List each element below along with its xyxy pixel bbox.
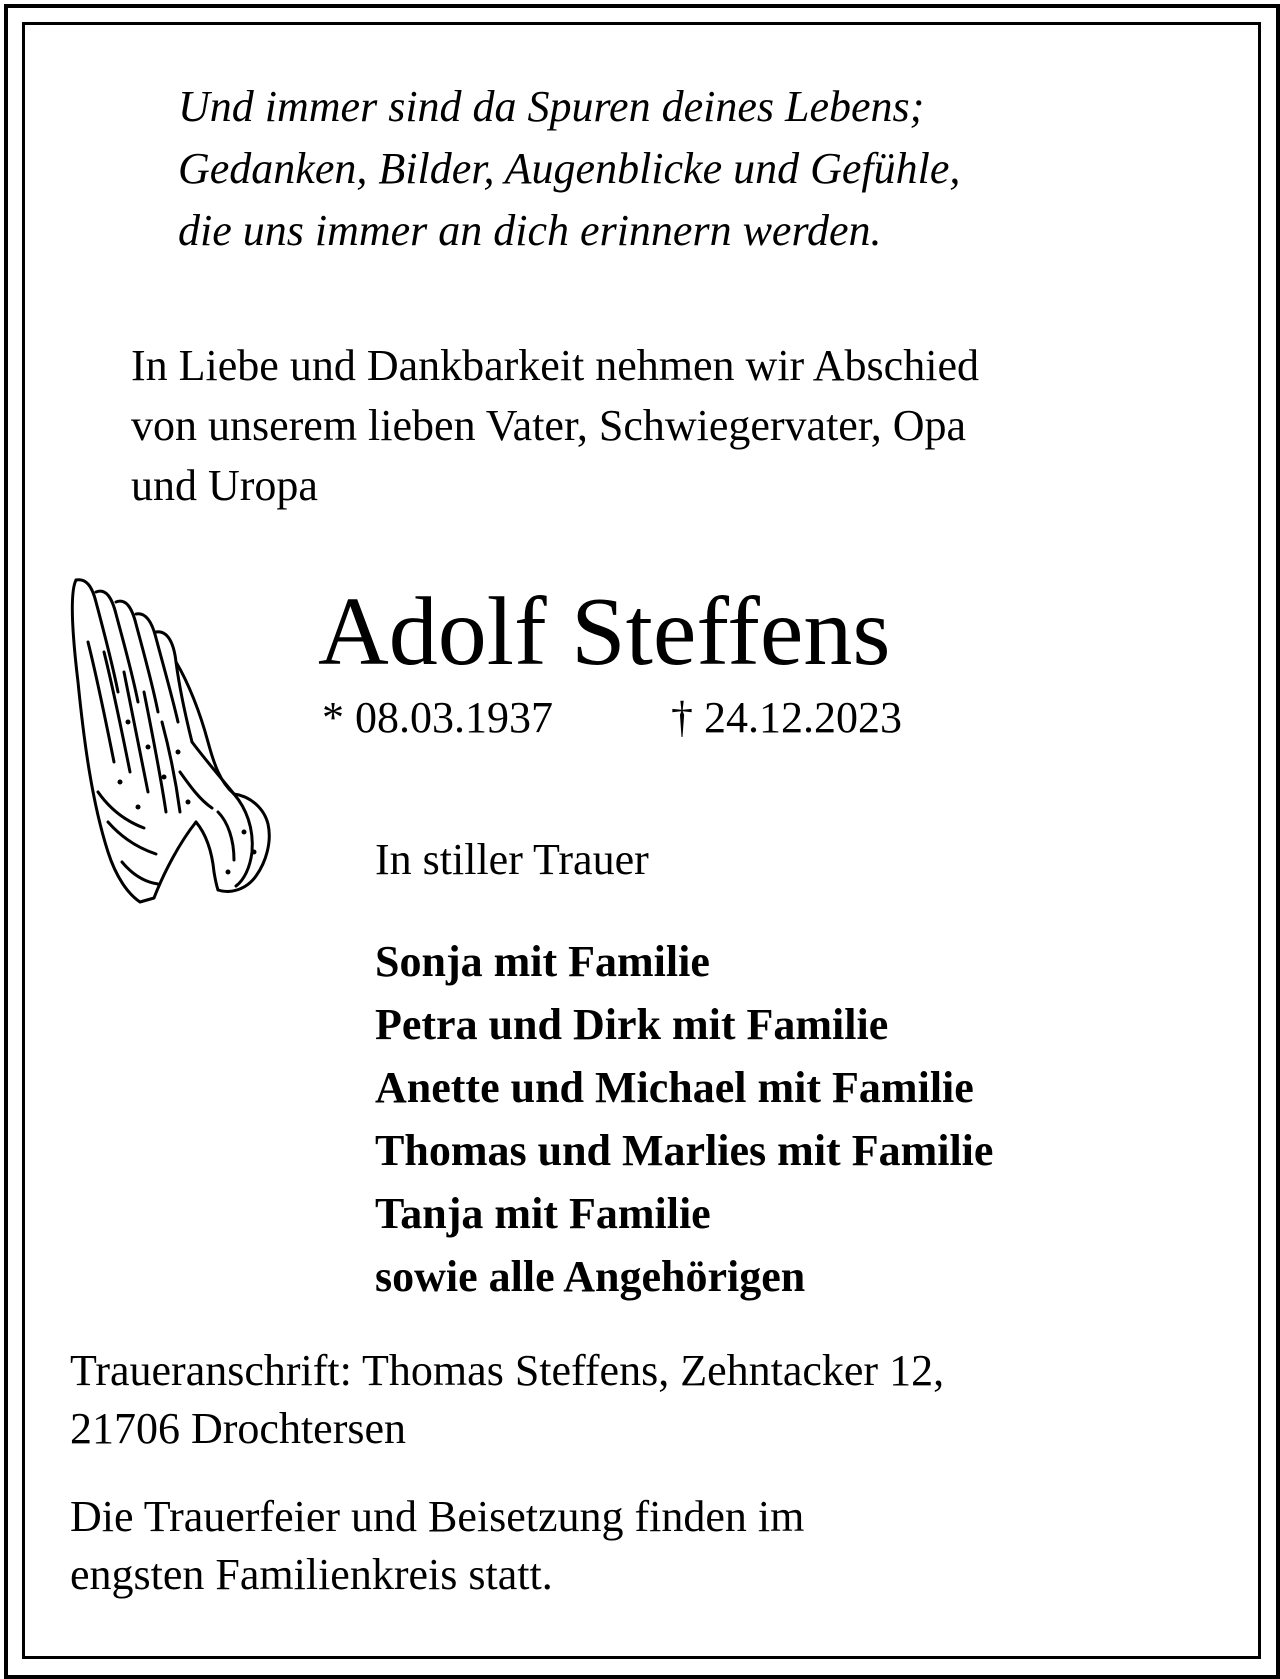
family-member: Anette und Michael mit Familie <box>375 1063 974 1112</box>
family-member: Petra und Dirk mit Familie <box>375 1000 889 1049</box>
death-date: † 24.12.2023 <box>671 693 902 742</box>
family-list <box>375 930 993 1308</box>
intro-line: In Liebe und Dankbarkeit nehmen wir Abschied <box>131 341 979 390</box>
address-line: 21706 Drochtersen <box>70 1404 407 1453</box>
address-line: Traueranschrift: Thomas Steffens, Zehntacker 12, <box>70 1346 945 1395</box>
family-member: Sonja mit Familie <box>375 937 710 986</box>
family-member: Thomas und Marlies mit Familie <box>375 1126 994 1175</box>
farewell-intro <box>131 336 979 516</box>
ceremony-notice <box>70 1488 804 1604</box>
quote-line: die uns immer an dich erinnern werden. <box>178 206 882 255</box>
mourning-address <box>70 1342 944 1458</box>
quote-line: Gedanken, Bilder, Augenblicke und Gefühle, <box>178 144 961 193</box>
family-member: Tanja mit Familie <box>375 1189 711 1238</box>
intro-line: und Uropa <box>131 461 318 510</box>
memorial-quote <box>178 76 960 262</box>
quote-line: Und immer sind da Spuren deines Lebens; <box>178 82 925 131</box>
mourning-label: In stiller Trauer <box>375 835 649 884</box>
family-member: sowie alle Angehörigen <box>375 1252 806 1301</box>
praying-hands-icon <box>68 572 278 912</box>
life-dates <box>322 690 902 746</box>
intro-line: von unserem lieben Vater, Schwiegervater, Opa <box>131 401 967 450</box>
deceased-name: Adolf Steffens <box>318 578 891 686</box>
ceremony-line: engsten Familienkreis statt. <box>70 1550 553 1599</box>
ceremony-line: Die Trauerfeier und Beisetzung finden im <box>70 1492 805 1541</box>
birth-date: * 08.03.1937 <box>322 693 553 742</box>
